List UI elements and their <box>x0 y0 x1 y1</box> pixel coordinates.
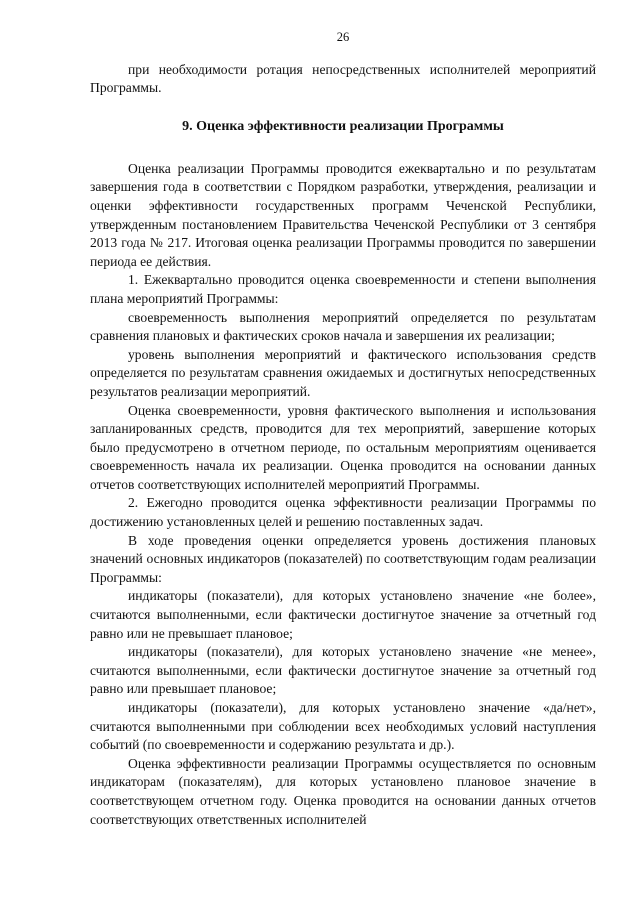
paragraph-assessment-scope: Оценка своевременности, уровня фактического выполнения и использования запланированных средств, проводится для тех мероприятий, завершение которых было предусмотрено в отчетном периоде, по остальным мероприятиям оценивается своевременность начала их реализации. Оценка проводится на основании данных отчетов соответствующих исполнителей мероприятий Программы. <box>90 402 596 492</box>
paragraph-indicator-not-more: индикаторы (показатели), для которых установлено значение «не более», считаются выполненными, если фактически достигнутое значение за отчетный год равно или не превышает плановое; <box>90 588 596 641</box>
paragraph-execution-level: уровень выполнения мероприятий и фактического использования средств определяется по результатам сравнения ожидаемых и достигнутых непосредственных результатов реализации мероприятий. <box>90 346 596 399</box>
paragraph-timeliness: своевременность выполнения мероприятий определяется по результатам сравнения плановых и фактических сроков начала и завершения их реализации; <box>90 309 596 344</box>
paragraph-intro: Оценка реализации Программы проводится ежеквартально и по результатам завершения года в соответствии с Порядком разработки, утверждения, реализации и оценки эффективности государственных программ Чеченской Республики, утвержденным постановлением Правительства Чеченской Республики от 3 сентября 2013 года № 217. Итоговая оценка реализации Программы проводится по завершении периода ее действия. <box>90 160 596 269</box>
paragraph-indicators-intro: В ходе проведения оценки определяется уровень достижения плановых значений основных индикаторов (показателей) по соответствующим годам реализации Программы: <box>90 532 596 585</box>
section-title: 9. Оценка эффективности реализации Программы <box>182 118 504 134</box>
document-page <box>90 28 596 829</box>
paragraph-quarterly: 1. Ежеквартально проводится оценка своевременности и степени выполнения плана мероприятий Программы: <box>90 272 596 306</box>
paragraph-indicator-yes-no: индикаторы (показатели), для которых установлено значение «да/нет», считаются выполненными при соблюдении всех необходимых условий наступления событий (по своевременности и содержанию результата и др.). <box>90 700 596 753</box>
page-number: 26 <box>336 30 350 44</box>
continuation-paragraph: при необходимости ротация непосредственных исполнителей мероприятий Программы. <box>90 61 596 96</box>
paragraph-annual: 2. Ежегодно проводится оценка эффективности реализации Программы по достижению установленных целей и решению поставленных задач. <box>90 495 596 530</box>
paragraph-indicator-not-less: индикаторы (показатели), для которых установлено значение «не менее», считаются выполненными, если фактически достигнутое значение за отчетный год равно или превышает плановое; <box>90 644 596 697</box>
paragraph-efficiency: Оценка эффективности реализации Программы осуществляется по основным индикаторам (показателям), для которых установлено плановое значение в соответствующем отчетном году. Оценка проводится на основании данных отчетов соответствующих ответственных исполнителей <box>90 755 596 827</box>
